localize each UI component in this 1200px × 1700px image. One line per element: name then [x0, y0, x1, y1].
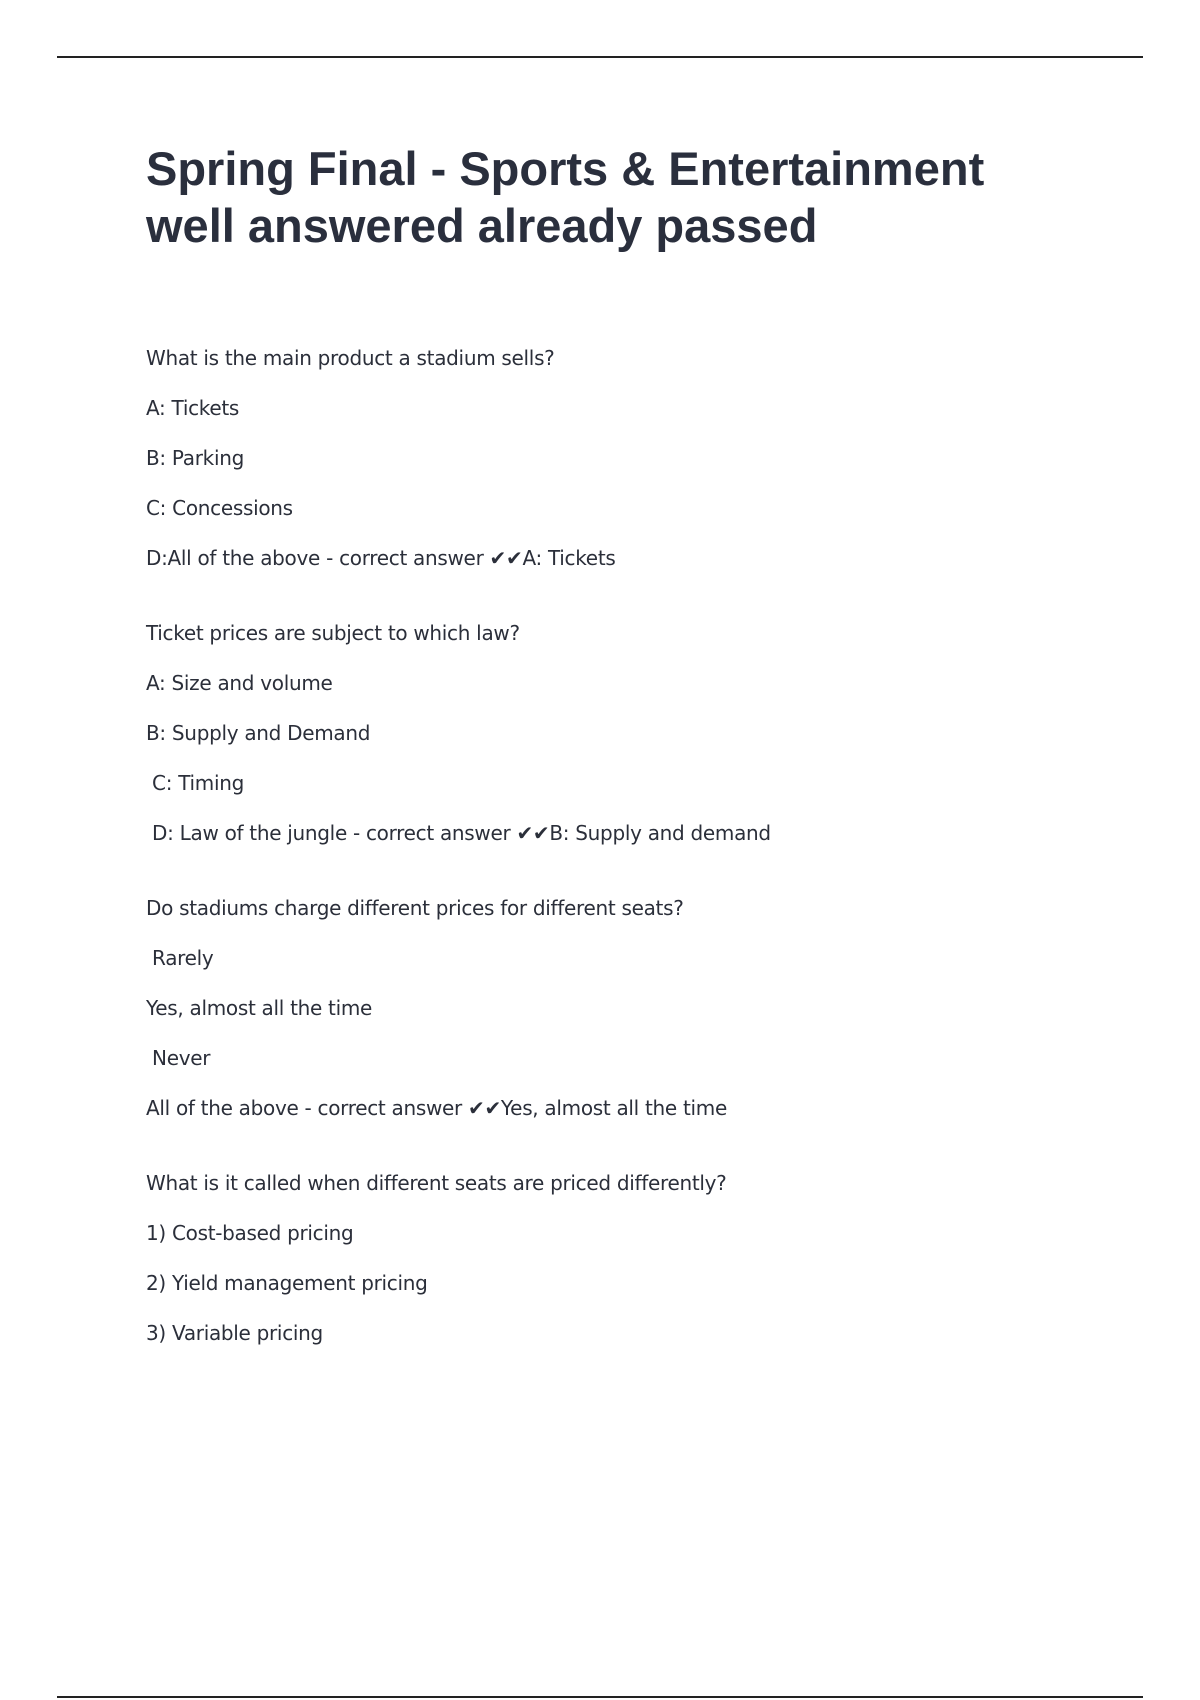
answer-option: 2) Yield management pricing: [146, 1271, 428, 1295]
question-block-4: [146, 1170, 1106, 1346]
answer-option: C: Concessions: [146, 496, 293, 520]
correct-answer-line: All of the above - correct answer ✔✔Yes, almost all the time: [146, 1096, 727, 1120]
answer-option: Never: [146, 1046, 211, 1070]
question-block-2: [146, 620, 1106, 846]
question-prompt: What is the main product a stadium sells?: [146, 346, 555, 370]
correct-answer-line: D:All of the above - correct answer ✔✔A: Tickets: [146, 546, 616, 570]
document-title: [146, 140, 1106, 254]
title-line-2: well answered already passed: [146, 199, 818, 252]
answer-option: C: Timing: [146, 771, 244, 795]
question-list: [146, 345, 1106, 1346]
answer-option: A: Size and volume: [146, 671, 333, 695]
title-line-1: Spring Final - Sports & Entertainment: [146, 142, 985, 195]
question-prompt: What is it called when different seats are priced differently?: [146, 1171, 727, 1195]
header-rule: [57, 56, 1143, 58]
footer-rule: [57, 1696, 1143, 1698]
question-block-3: [146, 895, 1106, 1121]
answer-option: A: Tickets: [146, 396, 240, 420]
answer-option: 1) Cost-based pricing: [146, 1221, 354, 1245]
question-prompt: Do stadiums charge different prices for different seats?: [146, 896, 684, 920]
document-page: [146, 140, 1106, 1395]
question-prompt: Ticket prices are subject to which law?: [146, 621, 520, 645]
answer-option: 3) Variable pricing: [146, 1321, 323, 1345]
answer-option: B: Parking: [146, 446, 244, 470]
answer-option: Yes, almost all the time: [146, 996, 373, 1020]
correct-answer-line: D: Law of the jungle - correct answer ✔✔B: Supply and demand: [146, 821, 771, 845]
question-block-1: [146, 345, 1106, 571]
answer-option: Rarely: [146, 946, 214, 970]
answer-option: B: Supply and Demand: [146, 721, 371, 745]
